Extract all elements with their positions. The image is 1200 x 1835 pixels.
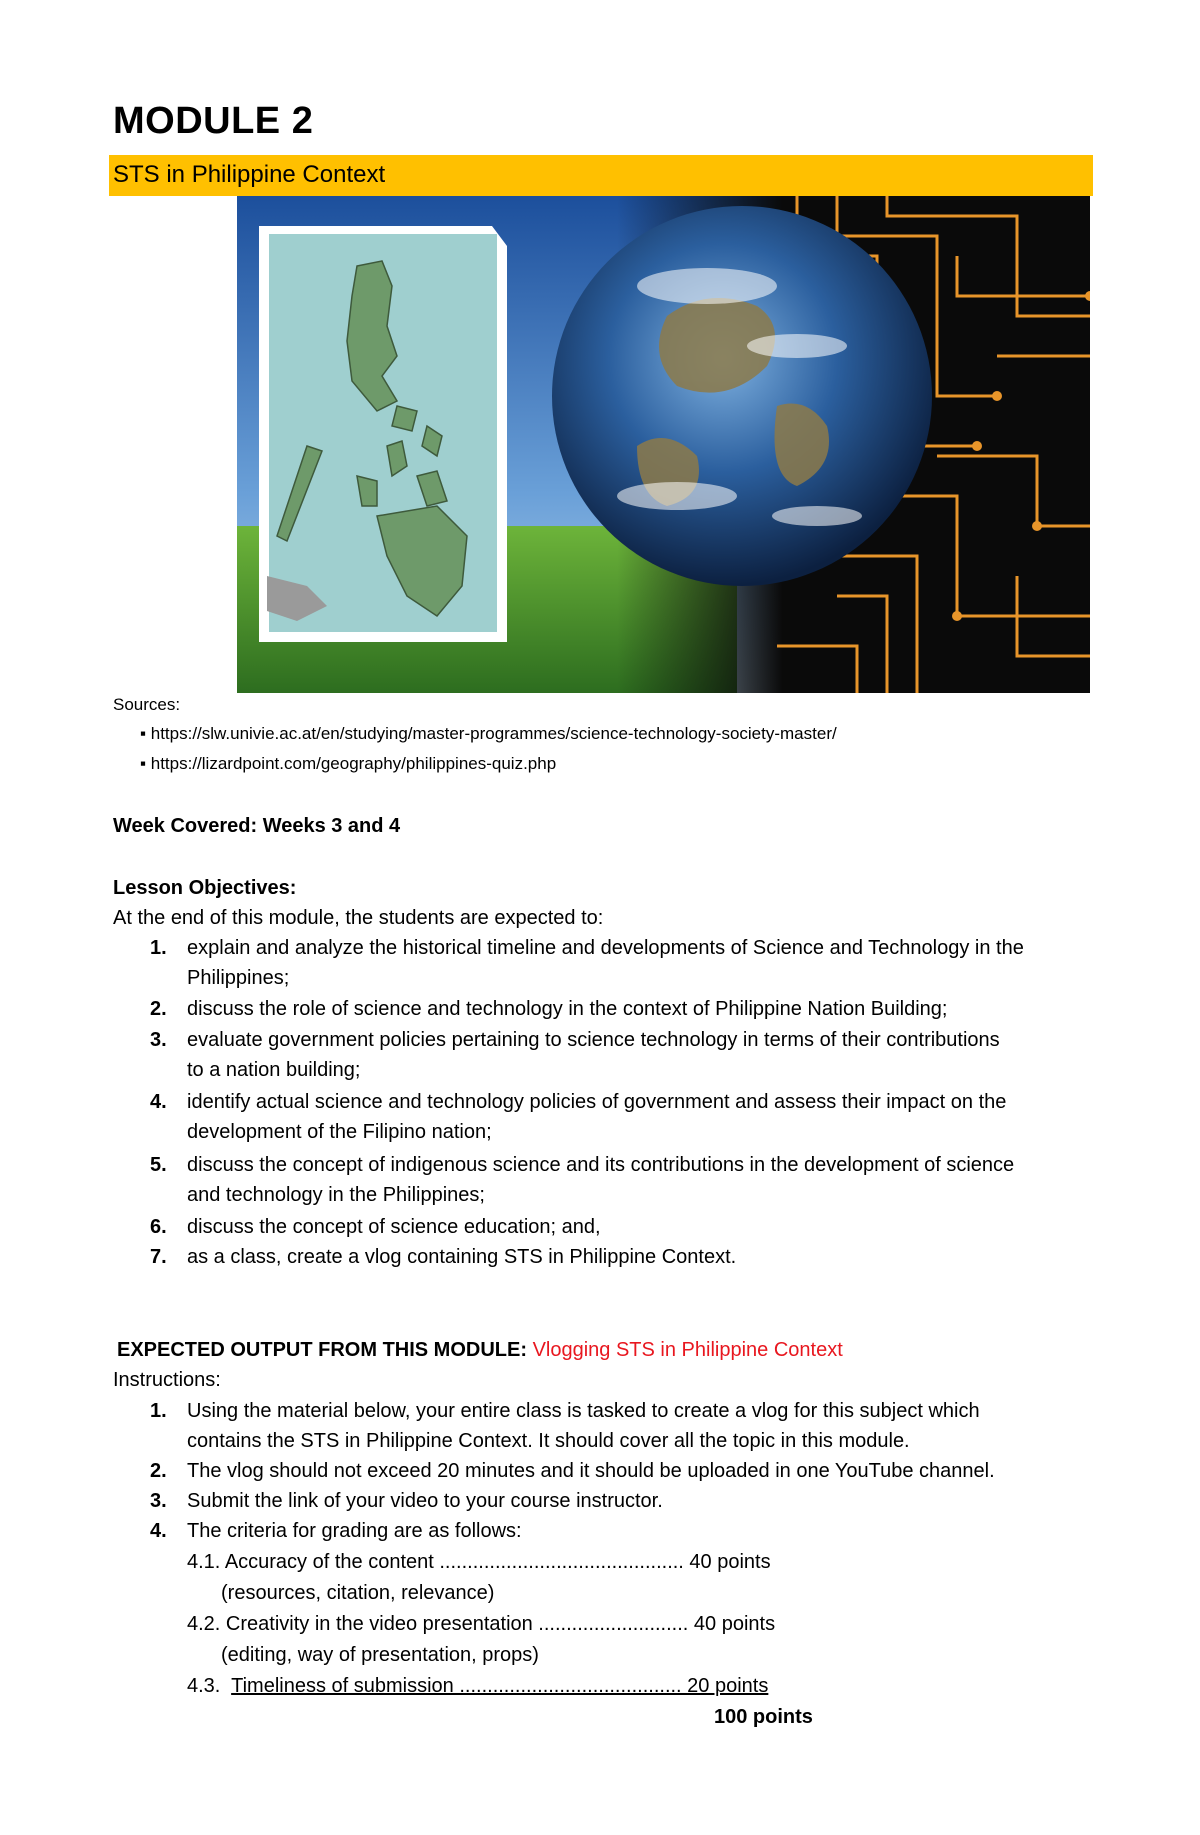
- objective-number: 3.: [150, 1029, 167, 1051]
- objective-line: to a nation building;: [187, 1059, 361, 1081]
- objective-line: discuss the concept of indigenous science and its contributions in the development of science: [187, 1154, 1015, 1176]
- objective-line: development of the Filipino nation;: [187, 1121, 492, 1143]
- objective-line: discuss the role of science and technology in the context of Philippine Nation Building;: [187, 998, 948, 1020]
- criteria-detail: (editing, way of presentation, props): [221, 1644, 539, 1666]
- instruction-number: 3.: [150, 1490, 167, 1512]
- objective-number: 7.: [150, 1246, 167, 1268]
- total-points: 100 points: [714, 1706, 813, 1728]
- expected-output-heading: EXPECTED OUTPUT FROM THIS MODULE:: [117, 1339, 527, 1361]
- objective-line: as a class, create a vlog containing STS in Philippine Context.: [187, 1246, 737, 1268]
- earth-globe-icon: [552, 206, 932, 586]
- objective-line: and technology in the Philippines;: [187, 1184, 485, 1206]
- criteria-number: 4.3.: [187, 1675, 221, 1697]
- instruction-number: 1.: [150, 1400, 167, 1422]
- criteria-item: 4.2. Creativity in the video presentation ........................... 40 points: [187, 1613, 776, 1635]
- objective-line: explain and analyze the historical timeline and developments of Science and Technology in the: [187, 937, 1024, 959]
- objective-line: evaluate government policies pertaining to science technology in terms of their contributions: [187, 1029, 1000, 1051]
- source-link-2[interactable]: ▪ https://lizardpoint.com/geography/philippines-quiz.php: [140, 754, 557, 773]
- sources-label: Sources:: [113, 695, 181, 714]
- objective-line: identify actual science and technology policies of government and assess their impact on the: [187, 1091, 1007, 1113]
- source-link-2-text[interactable]: https://lizardpoint.com/geography/philippines-quiz.php: [150, 754, 557, 773]
- instruction-line: The criteria for grading are as follows:: [187, 1520, 522, 1542]
- expected-output: [117, 1339, 843, 1362]
- objective-line: discuss the concept of science education; and,: [187, 1216, 601, 1238]
- objective-number: 2.: [150, 998, 167, 1020]
- criteria-item: 4.1. Accuracy of the content ............................................ 40 points: [187, 1551, 771, 1573]
- module-subtitle: STS in Philippine Context: [113, 161, 386, 188]
- objective-number: 6.: [150, 1216, 167, 1238]
- objectives-heading: Lesson Objectives:: [113, 877, 297, 899]
- criteria-item: [187, 1675, 768, 1698]
- hero-image: [237, 196, 1090, 693]
- instruction-line: contains the STS in Philippine Context. It should cover all the topic in this module.: [187, 1430, 910, 1452]
- source-link-1-text[interactable]: https://slw.univie.ac.at/en/studying/master-programmes/science-technology-society-master/: [150, 724, 837, 743]
- week-covered: Week Covered: Weeks 3 and 4: [113, 815, 401, 837]
- criteria-label: Timeliness of submission ........................................ 20 points: [231, 1675, 769, 1697]
- source-link-1[interactable]: ▪ https://slw.univie.ac.at/en/studying/master-programmes/science-technology-society-master/: [140, 724, 837, 743]
- objectives-intro: At the end of this module, the students are expected to:: [113, 907, 604, 929]
- objective-number: 5.: [150, 1154, 167, 1176]
- objective-number: 1.: [150, 937, 167, 959]
- instruction-number: 4.: [150, 1520, 167, 1542]
- instruction-line: The vlog should not exceed 20 minutes and it should be uploaded in one YouTube channel.: [187, 1460, 995, 1482]
- module-title: MODULE 2: [113, 100, 314, 142]
- objective-line: Philippines;: [187, 967, 290, 989]
- hero-illustration: [237, 196, 1090, 693]
- objective-number: 4.: [150, 1091, 167, 1113]
- instruction-line: Submit the link of your video to your course instructor.: [187, 1490, 663, 1512]
- expected-output-title: Vlogging STS in Philippine Context: [532, 1339, 843, 1361]
- instruction-number: 2.: [150, 1460, 167, 1482]
- subtitle-banner: [109, 155, 1093, 196]
- instruction-line: Using the material below, your entire class is tasked to create a vlog for this subject which: [187, 1400, 980, 1422]
- instructions-label: Instructions:: [113, 1369, 221, 1391]
- criteria-detail: (resources, citation, relevance): [221, 1582, 495, 1604]
